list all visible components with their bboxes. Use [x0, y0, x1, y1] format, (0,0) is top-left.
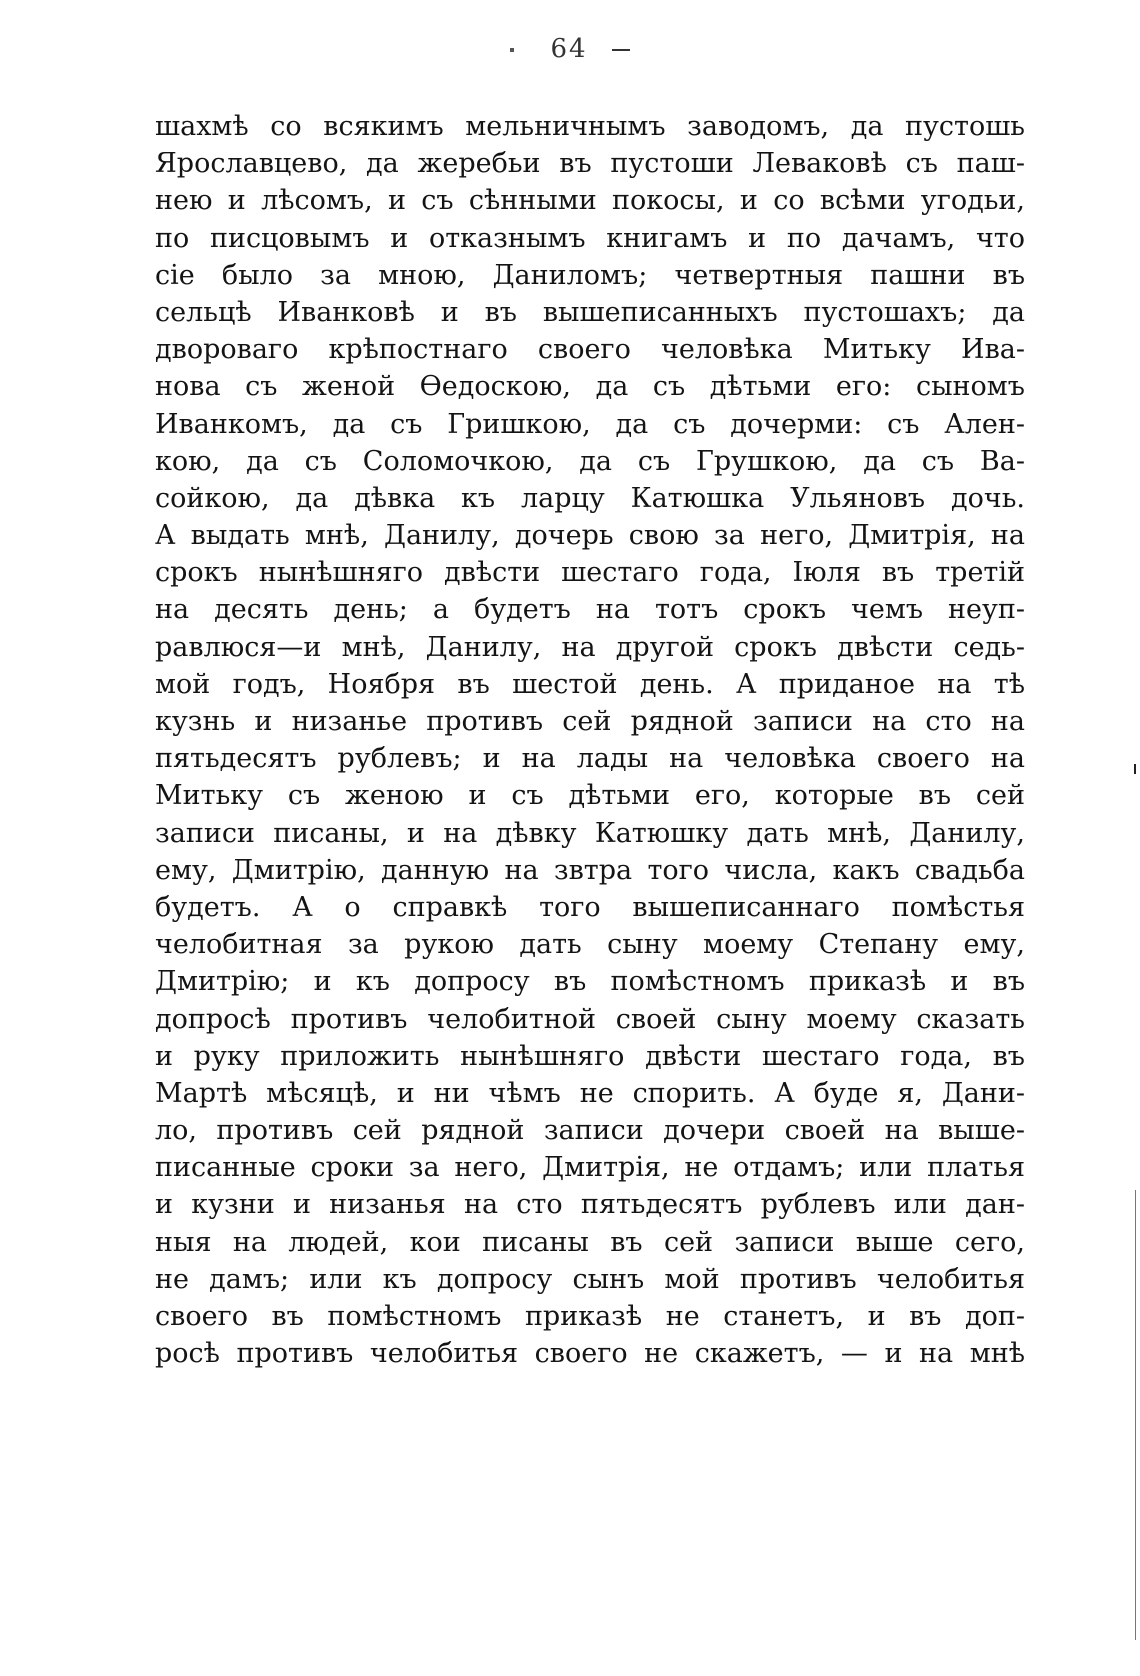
text-line: нею и лѣсомъ, и съ сѣнными покосы, и со всѣми угодьи,	[155, 185, 1025, 217]
text-line: шахмѣ со всякимъ мельничнымъ заводомъ, да пустошь	[155, 111, 1025, 142]
header-dash	[612, 49, 630, 51]
text-line: мой годъ, Ноября въ шестой день. А приданое на тѣ	[155, 668, 1025, 700]
text-line: сельцѣ Иванковѣ и въ вышеписанныхъ пустошахъ; да	[155, 296, 1025, 328]
text-line: пятьдесятъ рублевъ; и на лады на человѣка своего на	[155, 743, 1025, 775]
text-line: сіе было за мною, Даниломъ; четвертныя пашни въ	[155, 259, 1025, 291]
text-line: писанные сроки за него, Дмитрія, не отдамъ; или платья	[155, 1152, 1025, 1184]
body-text	[155, 108, 1025, 1372]
text-line: Митьку съ женою и съ дѣтьми его, которые въ сей	[155, 780, 1025, 812]
page-number: 64	[550, 34, 588, 64]
text-line: ло, противъ сей рядной записи дочери своей на выше-	[155, 1115, 1025, 1147]
text-line: по писцовымъ и отказнымъ книгамъ и по дачамъ, что	[155, 222, 1025, 254]
text-line: челобитная за рукою дать сыну моему Степану ему,	[155, 929, 1025, 961]
text-line: Ярославцево, да жеребьи въ пустоши Леваковѣ съ паш-	[155, 148, 1025, 180]
text-line: ему, Дмитрію, данную на звтра того числа, какъ свадьба	[155, 854, 1025, 886]
text-line: кузнь и низанье противъ сей рядной записи на сто на	[155, 706, 1025, 737]
text-line: Мартѣ мѣсяцѣ, и ни чѣмъ не спорить. А буде я, Дани-	[155, 1077, 1025, 1109]
text-line: на десять день; а будетъ на тотъ срокъ чемъ неуп-	[155, 594, 1025, 626]
text-line: ныя на людей, кои писаны въ сей записи выше сего,	[155, 1226, 1025, 1258]
text-line: и кузни и низанья на сто пятьдесятъ рублевъ или дан-	[155, 1189, 1025, 1221]
text-line: росѣ противъ челобитья своего не скажетъ, — и на мнѣ	[155, 1338, 1025, 1370]
page-number-header	[0, 34, 1140, 64]
text-line: срокъ нынѣшняго двѣсти шестаго года, Іюля въ третій	[155, 557, 1025, 589]
text-line: нова съ женой Ѳедоскою, да съ дѣтьми его: сыномъ	[155, 371, 1025, 403]
text-line: будетъ. А о справкѣ того вышеписаннаго помѣстья	[155, 891, 1025, 923]
text-line: сойкою, да дѣвка къ ларцу Катюшка Ульяновъ дочь.	[155, 482, 1025, 514]
header-dot	[510, 48, 514, 52]
text-line: и руку приложить нынѣшняго двѣсти шестаго года, въ	[155, 1040, 1025, 1072]
text-line: Иванкомъ, да съ Гришкою, да съ дочерми: съ Ален-	[155, 408, 1025, 440]
scan-margin-line	[1135, 1190, 1136, 1640]
text-line: Дмитрію; и къ допросу въ помѣстномъ приказѣ и въ	[155, 966, 1025, 998]
text-line: кою, да съ Соломочкою, да съ Грушкою, да съ Ва-	[155, 445, 1025, 477]
text-line: допросѣ противъ челобитной своей сыну моему сказать	[155, 1003, 1025, 1035]
text-line: своего въ помѣстномъ приказѣ не станетъ, и въ доп-	[155, 1301, 1025, 1332]
text-line: не дамъ; или къ допросу сынъ мой противъ челобитья	[155, 1263, 1025, 1295]
text-line: А выдать мнѣ, Данилу, дочерь свою за него, Дмитрія, на	[155, 520, 1025, 552]
text-line: равлюся—и мнѣ, Данилу, на другой срокъ двѣсти седь-	[155, 631, 1025, 663]
text-line: двороваго крѣпостнаго своего человѣка Митьку Ива-	[155, 334, 1025, 366]
scan-margin-mark	[1134, 764, 1136, 774]
text-line: записи писаны, и на дѣвку Катюшку дать мнѣ, Данилу,	[155, 817, 1025, 849]
